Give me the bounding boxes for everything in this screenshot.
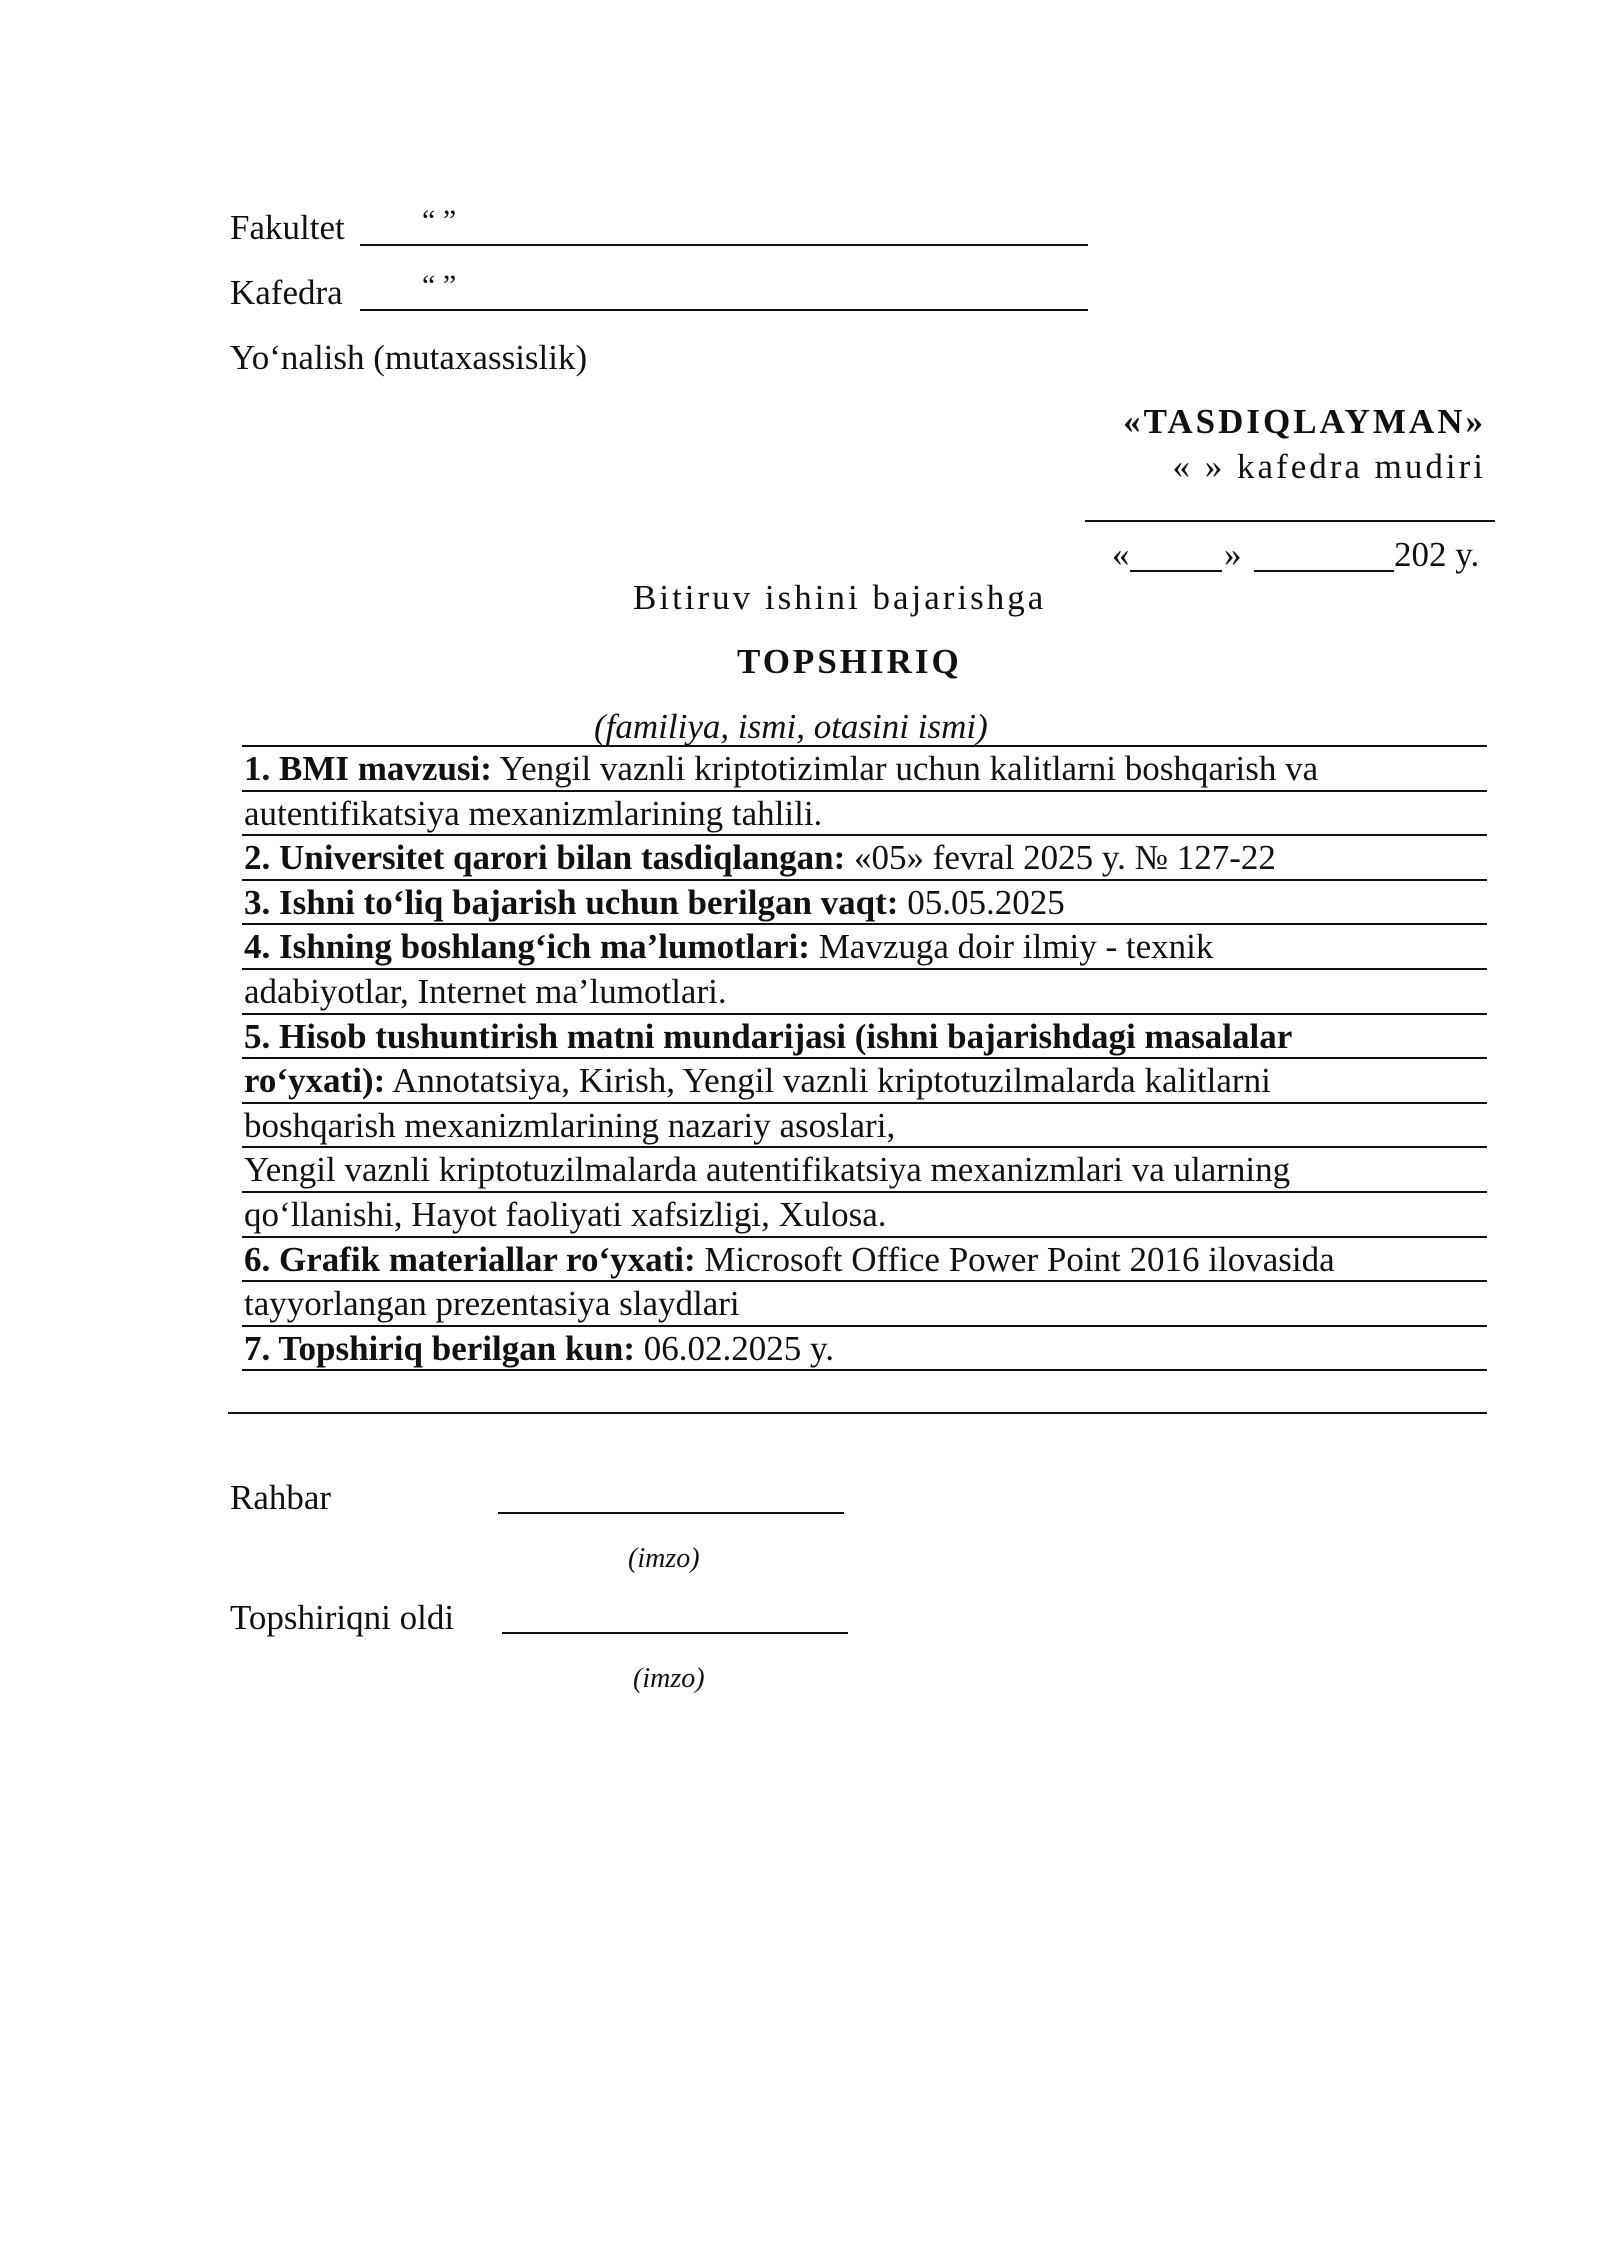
supervisor-signature-field[interactable] — [498, 1512, 844, 1514]
task-row-text: tayyorlangan prezentasiya slaydlari — [244, 1284, 740, 1323]
task-row-text: Yengil vaznli kriptotizimlar uchun kalitlarni boshqarish va — [491, 749, 1319, 788]
row-rule — [242, 1325, 1487, 1327]
approval-role: « » kafedra mudiri — [1172, 447, 1486, 486]
direction-label: Yo‘nalish (mutaxassislik) — [230, 338, 588, 377]
approval-month-field[interactable] — [1254, 570, 1394, 572]
task-row-label: 7. Topshiriq berilgan kun: — [244, 1329, 635, 1368]
row-rule — [242, 1146, 1487, 1148]
task-row-label: ro‘yxati): — [244, 1061, 386, 1100]
approval-title: «TASDIQLAYMAN» — [1123, 402, 1486, 441]
blank-line — [228, 1412, 1487, 1414]
task-row-text: «05» fevral 2025 y. № 127-22 — [845, 838, 1276, 877]
task-row-label: 6. Grafik materiallar ro‘yxati: — [244, 1240, 696, 1279]
supervisor-label: Rahbar — [230, 1478, 332, 1517]
task-row — [244, 751, 1318, 786]
task-row-text: Mavzuga doir ilmiy - texnik — [809, 927, 1214, 966]
faculty-label: Fakultet — [230, 208, 345, 247]
department-label: Kafedra — [230, 273, 343, 312]
row-rule — [242, 968, 1487, 970]
receiver-signature-hint: (imzo) — [633, 1663, 705, 1694]
task-row — [244, 1019, 1292, 1054]
task-row-text: Microsoft Office Power Point 2016 ilovasida — [695, 1240, 1335, 1279]
task-row — [244, 840, 1276, 875]
row-rule — [242, 1013, 1487, 1015]
row-rule — [242, 923, 1487, 925]
department-field[interactable] — [360, 309, 1088, 311]
task-row — [244, 1242, 1335, 1277]
faculty-field[interactable] — [360, 244, 1088, 246]
name-hint: (familiya, ismi, otasini ismi) — [594, 707, 988, 746]
task-row — [244, 1331, 834, 1366]
department-quote: “ ” — [422, 269, 457, 302]
task-row — [244, 885, 1065, 920]
document-title: TOPSHIRIQ — [737, 642, 962, 681]
task-row — [244, 1063, 1271, 1098]
task-row — [244, 1197, 887, 1232]
row-rule — [242, 1236, 1487, 1238]
row-rule — [242, 834, 1487, 836]
row-rule — [242, 1369, 1487, 1371]
task-row-text: boshqarish mexanizmlarining nazariy asoslari, — [244, 1106, 896, 1145]
approval-date-close: » — [1224, 535, 1242, 574]
approval-signature-line[interactable] — [1085, 520, 1495, 522]
task-row-label: 3. Ishni to‘liq bajarish uchun berilgan vaqt: — [244, 883, 899, 922]
task-row — [244, 974, 727, 1009]
supervisor-signature-hint: (imzo) — [628, 1543, 700, 1574]
task-row-text: 05.05.2025 — [898, 883, 1065, 922]
task-row-label: 4. Ishning boshlang‘ich ma’lumotlari: — [244, 927, 810, 966]
task-row-text: adabiyotlar, Internet ma’lumotlari. — [244, 972, 727, 1011]
row-rule — [242, 1102, 1487, 1104]
receiver-signature-field[interactable] — [502, 1632, 848, 1634]
receiver-label: Topshiriqni oldi — [230, 1598, 455, 1637]
row-rule — [242, 790, 1487, 792]
task-row-text: qo‘llanishi, Hayot faoliyati xafsizligi, Xulosa. — [244, 1195, 887, 1234]
document-subtitle: Bitiruv ishini bajarishga — [633, 578, 1047, 617]
faculty-quote: “ ” — [422, 204, 457, 237]
task-row — [244, 1152, 1290, 1187]
row-rule — [242, 1057, 1487, 1059]
task-row — [244, 1108, 895, 1143]
task-row-text: Annotatsiya, Kirish, Yengil vaznli kriptotuzilmalarda kalitlarni — [385, 1061, 1271, 1100]
task-row — [244, 1286, 740, 1321]
task-row-label: 1. BMI mavzusi: — [244, 749, 492, 788]
task-row-text: Yengil vaznli kriptotuzilmalarda autentifikatsiya mexanizmlari va ularning — [244, 1150, 1291, 1189]
approval-date-open: « — [1112, 535, 1130, 574]
task-row — [244, 796, 822, 831]
task-row-label: 2. Universitet qarori bilan tasdiqlangan: — [244, 838, 846, 877]
task-row — [244, 929, 1213, 964]
row-rule — [242, 879, 1487, 881]
row-rule — [242, 1191, 1487, 1193]
row-rule — [242, 1280, 1487, 1282]
approval-day-field[interactable] — [1130, 570, 1222, 572]
row-rule — [242, 745, 1487, 747]
task-row-text: 06.02.2025 y. — [635, 1329, 834, 1368]
approval-year: 202 y. — [1394, 535, 1480, 574]
task-row-label: 5. Hisob tushuntirish matni mundarijasi (ishni bajarishdagi masalalar — [244, 1017, 1293, 1056]
task-row-text: autentifikatsiya mexanizmlarining tahlili. — [244, 794, 823, 833]
